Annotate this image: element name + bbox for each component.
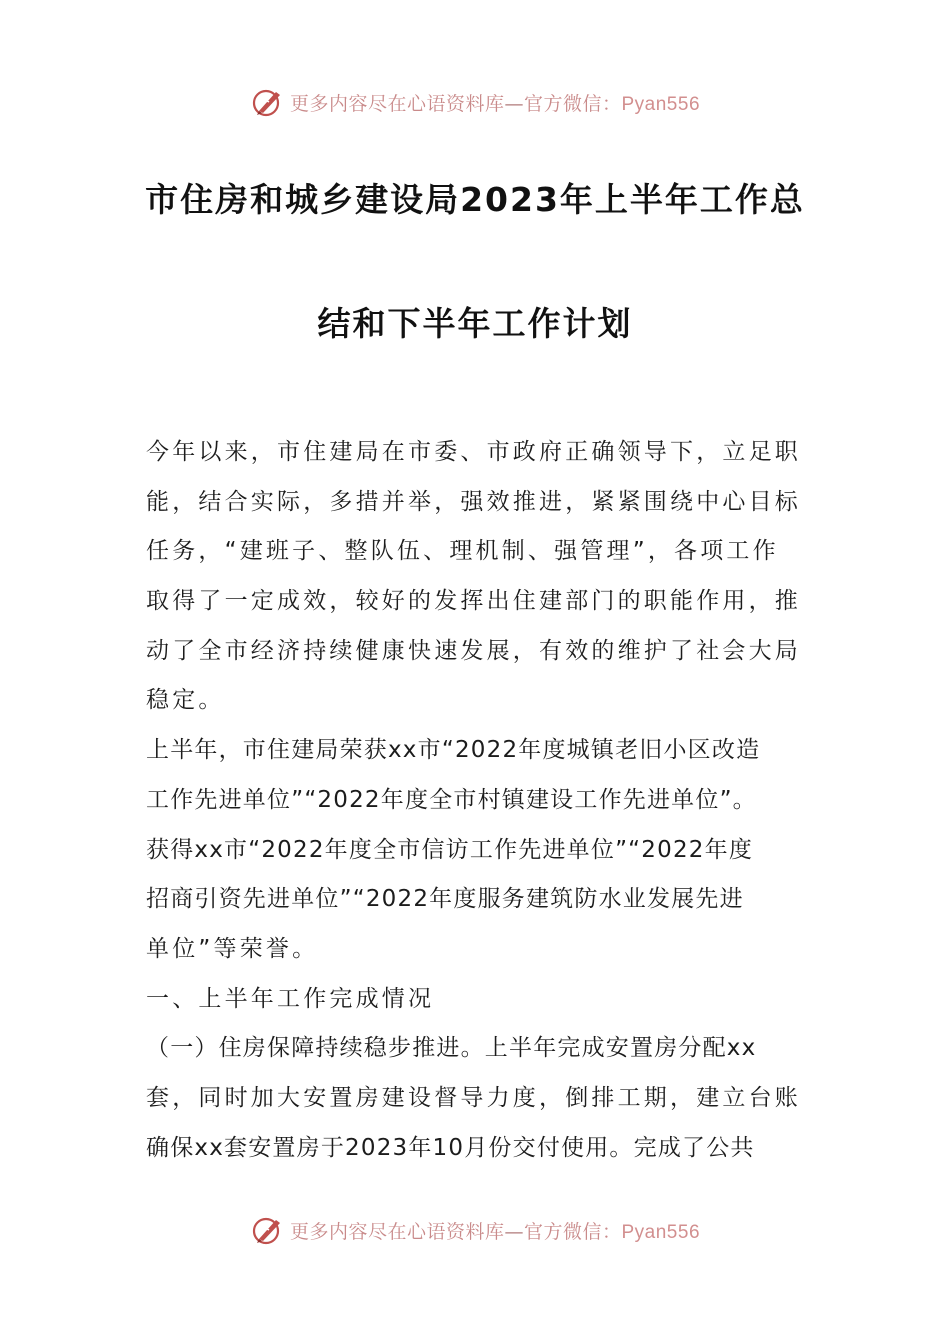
watermark-footer (0, 1208, 950, 1252)
body-line: 套，同时加大安置房建设督导力度，倒排工期，建立台账 (146, 1084, 801, 1111)
watermark-slogan: 更多内容尽在心语资料库 (289, 92, 505, 115)
watermark-label: 官方微信： (523, 92, 622, 115)
body-line: 取得了一定成效，较好的发挥出住建部门的职能作用，推 (146, 588, 801, 615)
body-line: 上半年，市住建局荣获xx市“2022年度城镇老旧小区改造 (146, 737, 761, 764)
body-line: 工作先进单位”“2022年度全市村镇建设工作先进单位”。 (146, 786, 757, 813)
section-heading: 一、上半年工作完成情况 (146, 985, 435, 1012)
body-line: 动了全市经济持续健康快速发展，有效的维护了社会大局 (146, 637, 801, 664)
body-line: （一）住房保障持续稳步推进。上半年完成安置房分配xx (146, 1035, 757, 1062)
pen-logo-icon (250, 1212, 286, 1248)
watermark-id: Pyan556 (621, 93, 701, 115)
document-title-line-1: 市住房和城乡建设局2023年上半年工作总 (145, 180, 805, 219)
pen-logo-icon (250, 84, 286, 120)
body-line: 单位”等荣誉。 (146, 935, 319, 962)
body-line: 招商引资先进单位”“2022年度服务建筑防水业发展先进 (146, 886, 744, 913)
watermark-header (0, 80, 950, 124)
body-line: 稳定。 (146, 687, 225, 714)
watermark-slogan: 更多内容尽在心语资料库 (289, 1220, 505, 1243)
body-line: 能，结合实际，多措并举，强效推进，紧紧围绕中心目标 (146, 488, 801, 515)
document-title-line-2: 结和下半年工作计划 (317, 304, 633, 343)
watermark-dash: — (504, 1220, 524, 1243)
body-line: 今年以来，市住建局在市委、市政府正确领导下，立足职 (146, 439, 801, 465)
watermark-label: 官方微信： (523, 1220, 622, 1243)
watermark-text (290, 89, 700, 116)
watermark-dash: — (504, 92, 524, 115)
body-line: 获得xx市“2022年度全市信访工作先进单位”“2022年度 (146, 836, 754, 863)
body-line: 任务，“建班子、整队伍、理机制、强管理”，各项工作 (146, 538, 779, 565)
document-body (146, 428, 816, 1173)
watermark-text (290, 1217, 700, 1244)
watermark-id: Pyan556 (621, 1221, 701, 1243)
body-line: 确保xx套安置房于2023年10月份交付使用。完成了公共 (146, 1134, 755, 1161)
